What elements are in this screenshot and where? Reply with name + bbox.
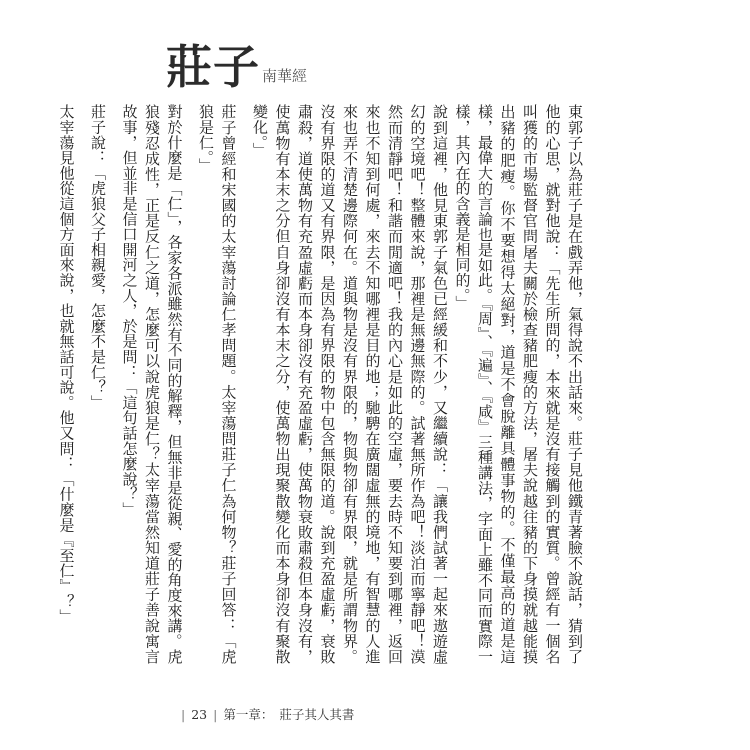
paragraph-2: 說到這裡，他見東郭子氣色已經緩和不少，又繼續說：「讓我們試著一起來遨遊虛幻的空境吧！整體來說，那裡是無邊無際的。試著無所作為吧！淡泊而寧靜吧！漠然而清靜吧！和諧而閒適吧！我的內心是如此的空虛，要去時不知要到哪裡，返回來也不知到何處，來去不知哪裡是目的地；馳騁在廣闊虛無的境地，有智慧的人進來也弄不清楚邊際何在。道與物是沒有界限的，物與物卻有界限，就是所謂物界。沒有界限的道又有界限，是因為有界限的物中包含無限的道。說到充盈虛虧，衰敗肅殺，道使萬物有充盈虛虧而本身卻沒有充盈虛虧，使萬物衰敗肅殺但本身沒有，使萬物有本末之分但自身卻沒有本末之分，使萬物出現聚散變化而本身卻沒有聚散變化。」 [251,104,449,664]
paragraph-3: 莊子曾經和宋國的太宰蕩討論仁孝問題。太宰蕩問莊子仁為何物？莊子回答：「虎狼是仁。」 [197,104,238,664]
footer-chapter: 第一章： [223,707,274,722]
book-title-block [166,30,308,94]
book-subtitle: 南華經 [262,67,308,85]
paragraph-5: 莊子說：「虎狼父子相親愛，怎麼不是仁？」 [89,104,107,410]
footer-divider-left: | [181,706,186,722]
paragraph-4: 對於什麼是「仁」，各家各派雖然有不同的解釋，但無非是從親、愛的角度來講。虎狼殘忍成性，正是反仁之道，怎麼可以說虎狼是仁？太宰蕩當然知道莊子善說寓言故事，但並非是信口開河之人，於是問：「這句話怎麼說？」 [120,104,184,664]
footer-divider: | [213,706,218,722]
page-number: 23 [191,706,208,722]
footer-chapter-title: 莊子其人其書 [279,707,355,722]
page-footer [175,705,354,723]
vertical-text-body [57,104,586,664]
book-title: 莊子 [166,40,260,94]
paragraph-6: 太宰蕩見他從這個方面來說，也就無話可說。他又問：「什麼是『至仁』？」 [57,104,76,625]
paragraph-1: 東郭子以為莊子是在戲弄他，氣得說不出話來。莊子見他鐵青著臉不說話，猜到了他的心思，就對他說：「先生所問的，本來就是沒有接觸到的實質。曾經有一個名叫獲的市場監督官問屠夫關於檢查豬肥瘦的方法，屠夫說越往豬的下身摸就越能摸出豬的肥瘦。你不要想得太絕對，道是不會脫離具體事物的。不僅最高的道是這樣，最偉大的言論也是如此。『周』、『遍』、『咸』三種講法，字面上雖不同而實際一樣，其內在的含義是相同的。」 [453,104,584,664]
